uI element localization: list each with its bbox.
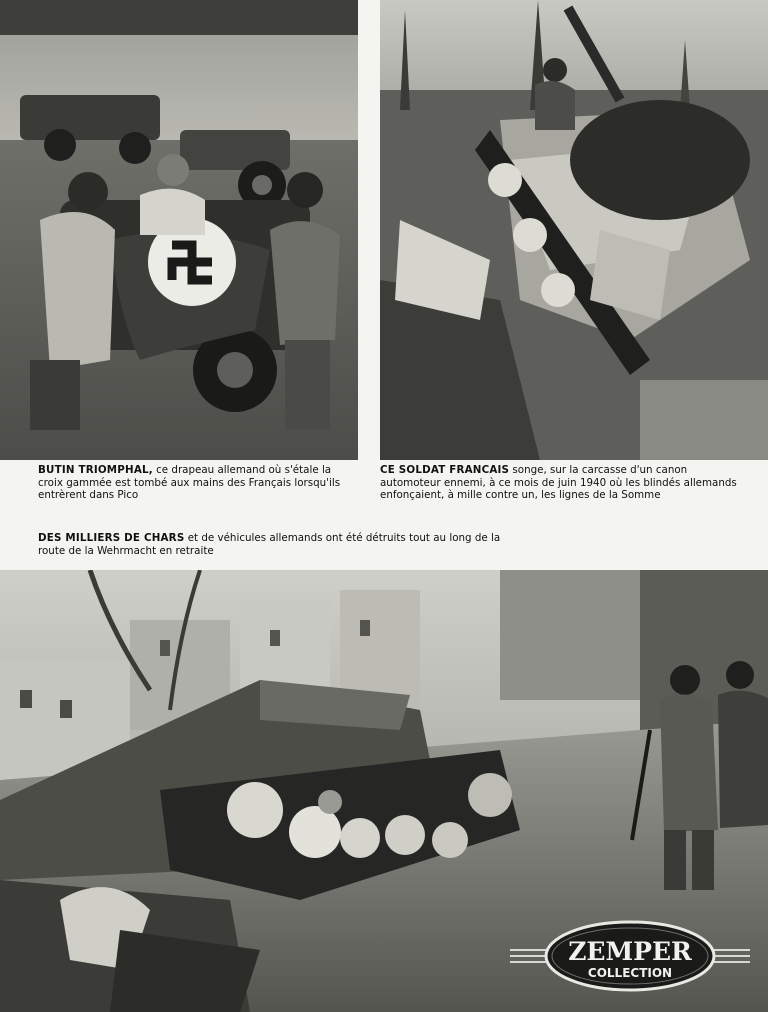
caption-lead: CE SOLDAT FRANCAIS <box>380 464 510 476</box>
caption-text: ce drapeau allemand où s'étale la croix gammée est tombé aux mains des Français lorsqu'ils entrèrent dans Pico <box>38 464 341 501</box>
photo-wrecked-gun <box>380 0 768 460</box>
caption-text: songe, sur la carcasse d'un canon automoteur ennemi, à ce mois de juin 1940 où les blindés allemands enfonçaient, à mille contre un, les lignes de la Somme <box>380 464 737 501</box>
caption-lead: DES MILLIERS DE CHARS <box>38 532 185 544</box>
caption-lead: BUTIN TRIOMPHAL, <box>38 464 153 476</box>
caption-text: et de véhicules allemands ont été détruits tout au long de la route de la Wehrmacht en retraite <box>38 532 501 557</box>
caption-captured-flag <box>38 464 358 502</box>
logo-line2: COLLECTION <box>587 966 673 980</box>
zemper-collection-logo <box>510 920 750 992</box>
caption-wrecked-gun <box>380 464 740 502</box>
caption-destroyed-tanks <box>38 532 508 557</box>
logo-line1: ZEMPER <box>568 937 692 966</box>
photo-captured-flag <box>0 0 358 460</box>
